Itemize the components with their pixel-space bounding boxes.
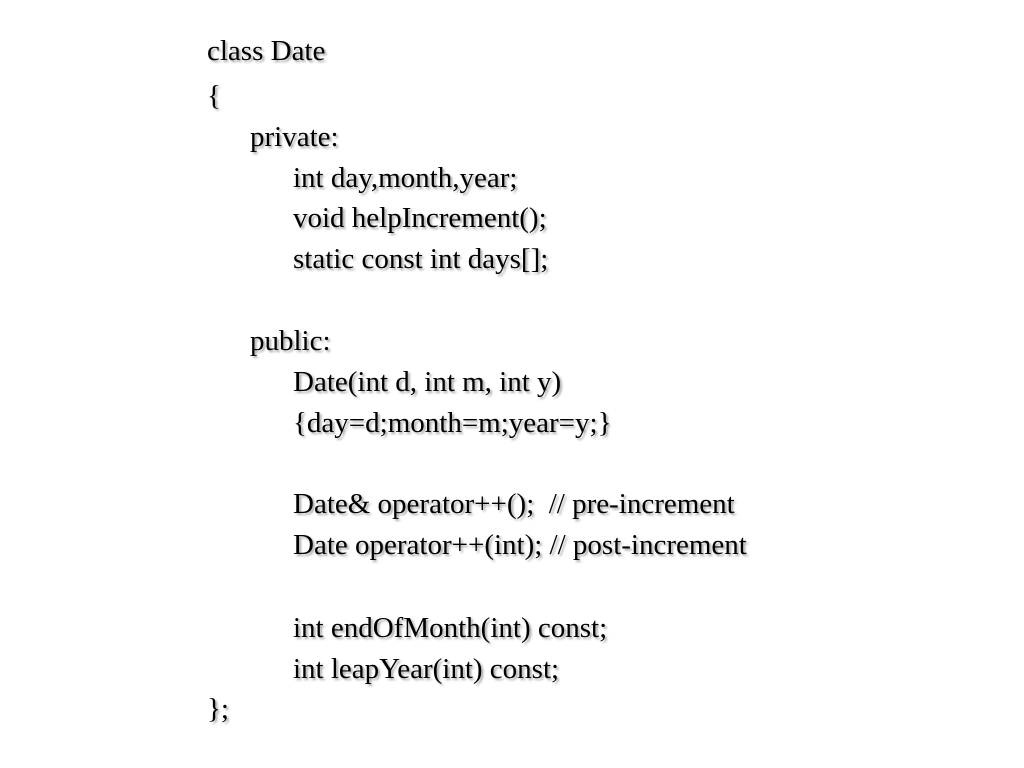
pre-increment-operator: Date& operator++(); // pre-increment bbox=[293, 488, 735, 520]
leap-year-method: int leapYear(int) const; bbox=[293, 653, 560, 685]
private-member-3: static const int days[]; bbox=[293, 243, 549, 275]
private-label: private: bbox=[250, 121, 339, 153]
public-label: public: bbox=[250, 325, 331, 357]
end-of-month-method: int endOfMonth(int) const; bbox=[293, 612, 608, 644]
constructor-body: {day=d;month=m;year=y;} bbox=[293, 407, 612, 439]
post-increment-operator: Date operator++(int); // post-increment bbox=[293, 529, 747, 561]
private-member-2: void helpIncrement(); bbox=[293, 202, 547, 234]
class-header: class Date bbox=[207, 35, 326, 67]
private-member-1: int day,month,year; bbox=[293, 162, 518, 194]
open-brace: { bbox=[207, 80, 221, 112]
constructor-signature: Date(int d, int m, int y) bbox=[293, 366, 562, 398]
close-brace: }; bbox=[207, 693, 229, 725]
